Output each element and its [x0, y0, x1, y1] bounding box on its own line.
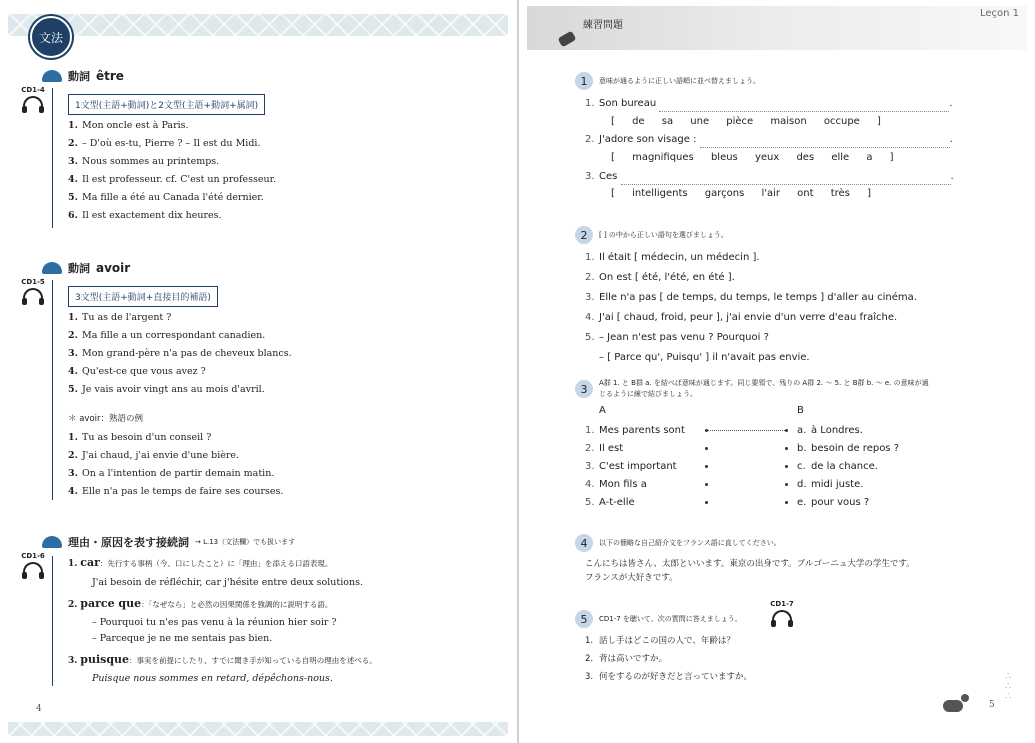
etre-examples: [68, 117, 276, 225]
question-number: 1: [575, 72, 593, 90]
headphones-icon: [23, 288, 43, 300]
list-item: 2. Il est: [585, 443, 624, 454]
list-item: b. besoin de repos ?: [797, 443, 900, 454]
list-item: 3. Mon grand-père n'a pas de cheveux blancs.: [68, 348, 292, 359]
exercise-title: 練習問題: [583, 20, 623, 31]
page-number: 4: [36, 704, 42, 714]
parce-que-example-1: – Pourquoi tu n'es pas venu à la réunion hier soir ?: [92, 617, 337, 628]
list-item: 2. 背は高いですか。: [585, 654, 668, 664]
word-bank: [ magnifiques bleus yeux des elle a ]: [611, 152, 894, 163]
word-bank: [ intelligents garçons l'air ont très ]: [611, 188, 871, 199]
question-instruction-line-1: A群 1. と B群 a. を結べば意味が通じます。同じ要領で、残りの A群 2. ～ 5. と B群 b. ～ e. の意味が通: [599, 379, 929, 387]
list-item: 6. Il est exactement dix heures.: [68, 210, 222, 221]
pattern-box: 1文型(主語+動詞)と2文型(主語+動詞+属詞): [68, 94, 265, 115]
section-avoir-title: 動詞 avoir: [42, 260, 130, 276]
q5-items: [585, 632, 752, 686]
question-number: 4: [575, 534, 593, 552]
answer-line[interactable]: [700, 147, 950, 148]
column-a-heading: A: [599, 405, 606, 416]
list-item: 1. Il était [ médecin, un médecin ].: [585, 252, 760, 263]
list-item: 1. Tu as de l'argent ?: [68, 312, 172, 323]
translation-text: こんにちは皆さん、太郎といいます。東京の出身です。ブルゴーニュ大学の学生です。 フランスが大好きです。: [585, 559, 915, 583]
list-item: 3. Nous sommes au printemps.: [68, 156, 220, 167]
section-etre-title: 動詞 être: [42, 68, 124, 84]
hat-icon: [42, 70, 62, 82]
column-b-heading: B: [797, 405, 804, 416]
question-instruction: [ ] の中から正しい語句を選びましょう。: [599, 231, 728, 239]
cd-track-label[interactable]: CD1-4: [20, 86, 46, 108]
right-page: [519, 0, 1035, 743]
list-item: e. pour vous ?: [797, 497, 870, 508]
hat-icon: [42, 262, 62, 274]
grammar-badge: 文法: [30, 16, 72, 58]
word-bank: [ de sa une pièce maison occupe ]: [611, 116, 881, 127]
example-connector-line: [707, 430, 785, 431]
paw-prints-icon: ∴ ∴ ∴: [1005, 671, 1012, 702]
avoir-idioms: [68, 429, 283, 501]
question-number: 3: [575, 380, 593, 398]
q1-item: 3. Ces .: [585, 168, 954, 185]
list-item: 4. Il est professeur. cf. C'est un professeur.: [68, 174, 277, 185]
question-instruction: CD1-7 を聴いて、次の質問に答えましょう。: [599, 615, 742, 623]
parce-que-example-2: – Parceque je ne me sentais pas bien.: [92, 633, 273, 644]
list-item: 5. Ma fille a été au Canada l'été dernier.: [68, 192, 264, 203]
parce-que-entry: 2. parce que：「なぜなら」と必然の因果関係を強調的に説明する語。: [68, 597, 333, 610]
left-page: [0, 0, 517, 743]
question-instruction: 以下の簡略な自己紹介文をフランス語に直してください。: [599, 539, 781, 547]
list-item: 3. Elle n'a pas [ de temps, du temps, le temps ] d'aller au cinéma.: [585, 292, 917, 303]
q2-items: [585, 248, 917, 368]
headphones-icon: [23, 96, 43, 108]
list-item: 4. Mon fils a: [585, 479, 647, 490]
cd-track-label[interactable]: CD1-7: [769, 600, 795, 622]
column-b-items: [797, 422, 899, 512]
list-item: 1. Mon oncle est à Paris.: [68, 120, 189, 131]
list-item: 2. – D'où es-tu, Pierre ? – Il est du Midi.: [68, 138, 261, 149]
avoir-examples: [68, 309, 292, 399]
list-item: 4. Qu'est-ce que vous avez ?: [68, 366, 206, 377]
cd-track-label[interactable]: CD1-5: [20, 278, 46, 300]
hat-icon: [42, 536, 62, 548]
q1-item: 2. J'adore son visage : .: [585, 131, 953, 148]
list-item: 4. Elle n'a pas le temps de faire ses courses.: [68, 486, 284, 497]
question-number: 2: [575, 226, 593, 244]
q1-item: 1. Son bureau .: [585, 95, 953, 112]
question-instruction: 意味が通るように正しい語順に並べ替えましょう。: [599, 77, 760, 85]
list-item: 5. Je vais avoir vingt ans au mois d'avril.: [68, 384, 265, 395]
pattern-box: 3文型(主語+動詞+直接目的補語): [68, 286, 218, 307]
section-conjunctions-title: 理由・原因を表す接続詞 → L.13（文法欄）でも扱います: [42, 534, 295, 550]
list-item: 2. J'ai chaud, j'ai envie d'une bière.: [68, 450, 240, 461]
headphones-icon: [772, 610, 792, 622]
dog-illustration: [943, 700, 963, 712]
list-item: – [ Parce qu', Puisqu' ] il n'avait pas envie.: [599, 352, 810, 363]
list-item: c. de la chance.: [797, 461, 878, 472]
list-item: 2. Ma fille a un correspondant canadien.: [68, 330, 266, 341]
headphones-icon: [23, 562, 43, 574]
list-item: 1. Tu as besoin d'un conseil ?: [68, 432, 212, 443]
question-instruction-line-2: じるように線で結びましょう。: [599, 390, 697, 398]
column-a-items: [585, 422, 685, 512]
answer-line[interactable]: [621, 184, 951, 185]
car-example: J'ai besoin de réfléchir, car j'hésite entre deux solutions.: [92, 577, 363, 588]
list-item: 5. A-t-elle: [585, 497, 635, 508]
car-entry: 1. car：先行する事柄（今、口にしたこと）に「理由」を添える口語表現。: [68, 556, 333, 569]
top-decorative-band: [8, 14, 508, 36]
answer-line[interactable]: [659, 111, 949, 112]
list-item: a. à Londres.: [797, 425, 863, 436]
list-item: d. midi juste.: [797, 479, 864, 490]
lesson-label: Leçon 1: [979, 8, 1019, 19]
cd-track-label[interactable]: CD1-6: [20, 552, 46, 574]
page-number: 5: [989, 700, 995, 710]
list-item: 1. Mes parents sont: [585, 425, 685, 436]
puisque-example: Puisque nous sommes en retard, dépêchons-nous.: [92, 673, 333, 684]
list-item: 2. On est [ été, l'été, en été ].: [585, 272, 735, 283]
bottom-decorative-band: [8, 722, 508, 736]
list-item: 3. On a l'intention de partir demain matin.: [68, 468, 275, 479]
list-item: 3. 何をするのが好きだと言っていますか。: [585, 672, 753, 682]
list-item: 1. 話し手はどこの国の人で、年齢は？: [585, 636, 735, 646]
puisque-entry: 3. puisque：事実を前提にしたり、すでに聞き手が知っている自明の理由を述べる。: [68, 653, 377, 666]
idiom-subheading: ＊ avoir：熟語の例: [68, 414, 143, 424]
list-item: 5. – Jean n'est pas venu ? Pourquoi ?: [585, 332, 769, 343]
list-item: 4. J'ai [ chaud, froid, peur ], j'ai envie d'un verre d'eau fraîche.: [585, 312, 898, 323]
list-item: 3. C'est important: [585, 461, 677, 472]
question-number: 5: [575, 610, 593, 628]
